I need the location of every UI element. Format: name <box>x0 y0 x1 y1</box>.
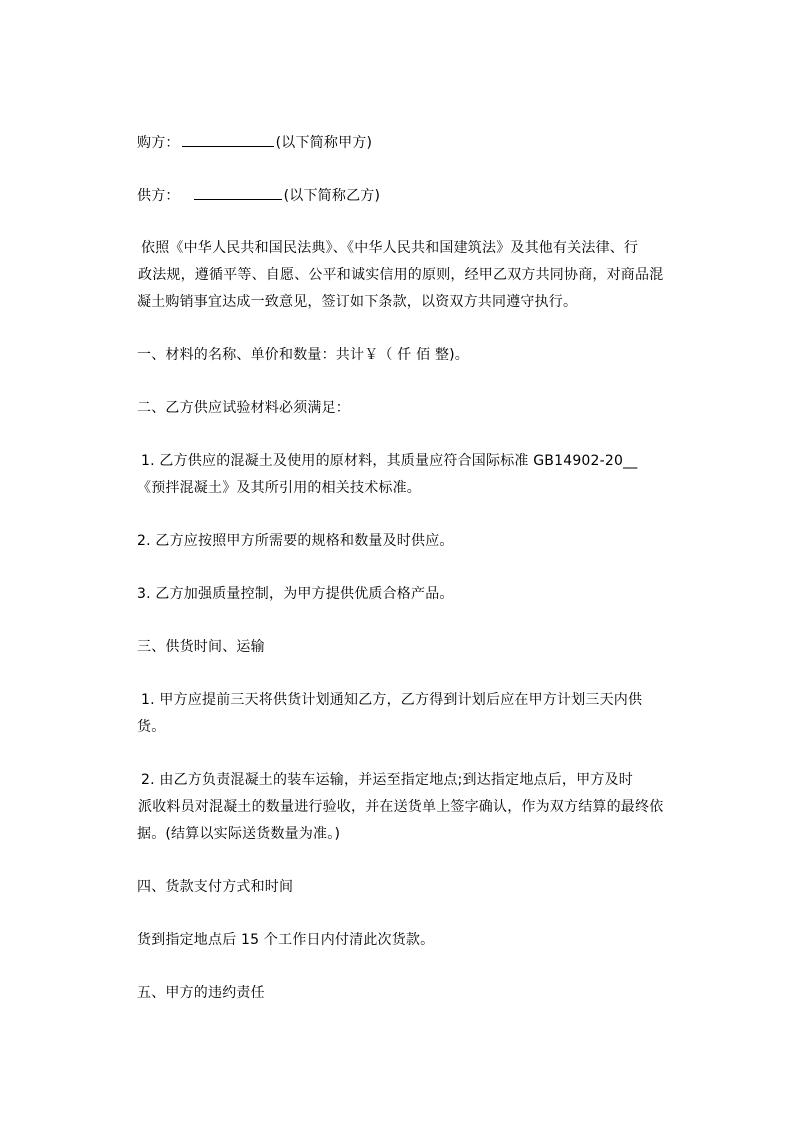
section-5-heading: 五、甲方的违约责任 <box>137 985 265 1001</box>
intro-line-3: 凝土购销事宜达成一致意见，签订如下条款，以资双方共同遵守执行。 <box>137 294 578 310</box>
section-2-heading: 二、乙方供应试验材料必须满足： <box>137 400 350 416</box>
section-4-text: 货到指定地点后 15 个工作日内付清此次货款。 <box>137 932 435 948</box>
section-3-item-1-line-2: 货。 <box>137 719 166 735</box>
section-3-item-2-line-2: 派收料员对混凝土的数量进行验收，并在送货单上签字确认，作为双方结算的最终依 <box>138 799 664 815</box>
section-4-heading: 四、货款支付方式和时间 <box>137 879 294 895</box>
seller-note: (以下简称乙方) <box>283 188 381 204</box>
seller-label: 供方： <box>137 188 180 204</box>
buyer-line <box>137 132 372 153</box>
section-2-item-3: 3. 乙方加强质量控制，为甲方提供优质合格产品。 <box>137 586 454 602</box>
seller-line <box>137 185 380 206</box>
section-3-item-1-line-1: 1. 甲方应提前三天将供货计划通知乙方，乙方得到计划后应在甲方计划三天内供 <box>141 692 643 708</box>
section-1-heading: 一、材料的名称、单价和数量：共计￥（ 仟 佰 整)。 <box>137 347 470 363</box>
intro-line-1: 依照《中华人民共和国民法典》、《中华人民共和国建筑法》及其他有关法律、行 <box>141 240 639 256</box>
buyer-label: 购方： <box>137 135 180 151</box>
section-3-item-2-line-1: 2. 由乙方负责混凝土的装车运输，并运至指定地点;到达指定地点后，甲方及时 <box>141 772 633 788</box>
intro-line-2: 政法规，遵循平等、自愿、公平和诚实信用的原则，经甲乙双方共同协商，对商品混 <box>138 267 664 283</box>
buyer-name-blank <box>182 132 274 147</box>
section-2-item-1-line-1: 1. 乙方供应的混凝土及使用的原材料，其质量应符合国际标准 GB14902-20__ <box>141 453 638 469</box>
section-2-item-1-line-2: 《预拌混凝土》及其所引用的相关技术标准。 <box>137 480 421 496</box>
section-2-item-2: 2. 乙方应按照甲方所需要的规格和数量及时供应。 <box>137 533 454 549</box>
section-3-item-2-line-3: 据。(结算以实际送货数量为准。) <box>137 826 341 842</box>
section-3-heading: 三、供货时间、运输 <box>137 639 265 655</box>
buyer-note: (以下简称甲方) <box>275 135 373 151</box>
seller-name-blank <box>194 185 282 200</box>
